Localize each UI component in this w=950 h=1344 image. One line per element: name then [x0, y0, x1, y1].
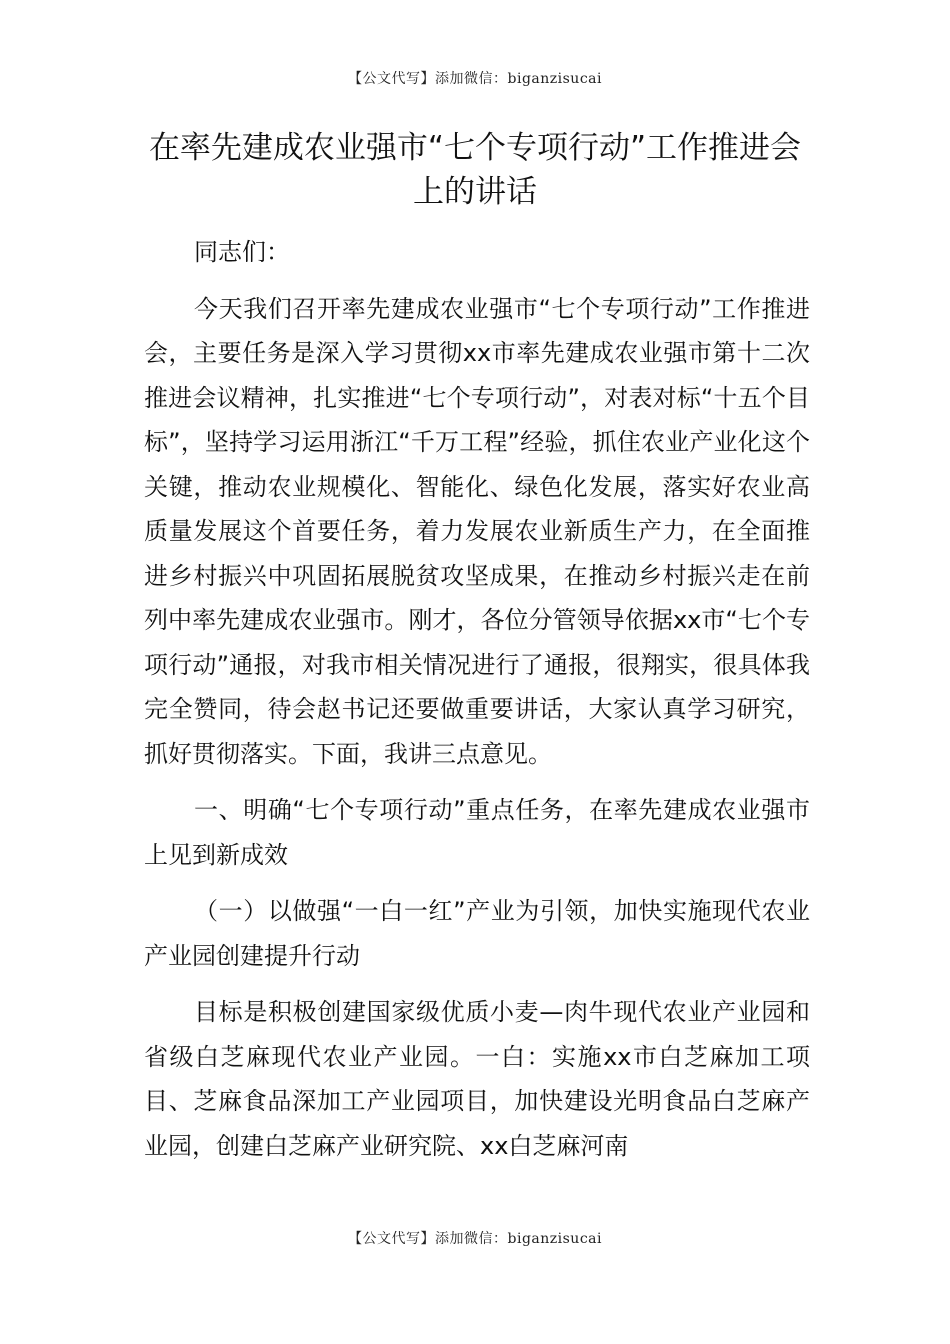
paragraph-target: 目标是积极创建国家级优质小麦—肉牛现代农业产业园和省级白芝麻现代农业产业园。一白：实施xx市白芝麻加工项目、芝麻食品深加工产业园项目，加快建设光明食品白芝麻产业园，创建白芝麻产业研究院、xx白芝麻河南	[144, 998, 810, 1160]
section-heading-1: 一、明确“七个专项行动”重点任务，在率先建成农业强市上见到新成效	[144, 796, 810, 869]
footer-note: 【公文代写】添加微信：biganzisucai	[348, 1231, 602, 1247]
header-note: 【公文代写】添加微信：biganzisucai	[348, 71, 602, 87]
document-title: 在率先建成农业强市“七个专项行动”工作推进会上的讲话	[148, 130, 802, 210]
subsection-heading-1: （一）以做强“一白一红”产业为引领，加快实施现代农业产业园创建提升行动	[144, 897, 810, 970]
document-body	[144, 230, 810, 1180]
paragraph-intro: 今天我们召开率先建成农业强市“七个专项行动”工作推进会，主要任务是深入学习贯彻xx市率先建成农业强市第十二次推进会议精神，扎实推进“七个专项行动”，对表对标“十五个目标”，坚持学习运用浙江“千万工程”经验，抓住农业产业化这个关键，推动农业规模化、智能化、绿色化发展，落实好农业高质量发展这个首要任务，着力发展农业新质生产力，在全面推进乡村振兴中巩固拓展脱贫攻坚成果，在推动乡村振兴走在前列中率先建成农业强市。刚才，各位分管领导依据xx市“七个专项行动”通报，对我市相关情况进行了通报，很翔实，很具体我完全赞同，待会赵书记还要做重要讲话，大家认真学习研究，抓好贯彻落实。下面，我讲三点意见。	[144, 294, 810, 768]
salutation: 同志们：	[194, 238, 290, 266]
